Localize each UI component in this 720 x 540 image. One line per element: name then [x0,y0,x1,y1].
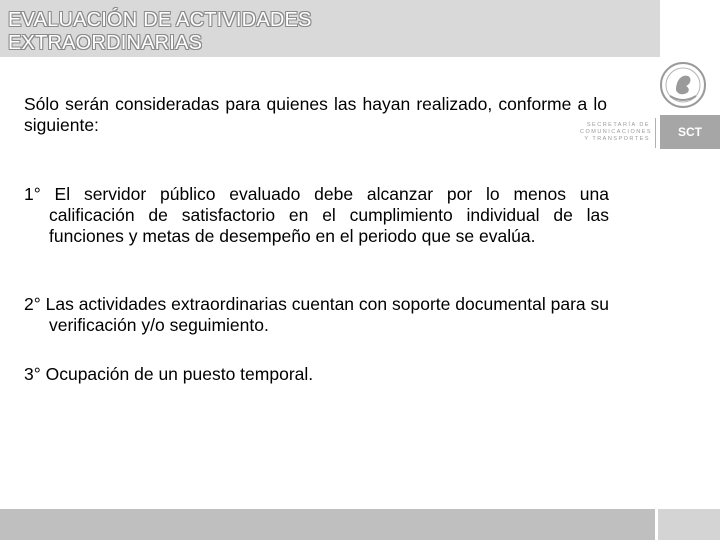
list-item [24,184,609,247]
footer-corner [658,509,720,540]
title-line-2: EXTRAORDINARIAS [8,32,203,54]
list-item-text: 3° Ocupación de un puesto temporal. [24,364,314,384]
list-item [24,294,609,336]
list-item-text: 2° Las actividades extraordinarias cuentan con soporte documental para su verificación y/o seguimiento. [24,294,609,335]
logo-divider [655,118,656,148]
agency-name: SECRETARÍA DE COMUNICACIONES Y TRANSPORTES [580,122,653,142]
title-line-1: EVALUACIÓN DE ACTIVIDADES [8,9,312,31]
intro-paragraph: Sólo serán consideradas para quienes las hayan realizado, conforme a lo siguiente: [24,94,607,135]
list-item-text: 1° El servidor público evaluado debe alcanzar por lo menos una calificación de satisfactorio en el cumplimiento individual de las funciones y metas de desempeño en el periodo que se evalúa. [24,184,609,246]
footer-bar [0,509,655,540]
slide-title [8,9,312,55]
sct-badge: SCT [660,115,720,149]
list-item [24,364,609,385]
mexico-eagle-emblem-icon [658,60,708,110]
